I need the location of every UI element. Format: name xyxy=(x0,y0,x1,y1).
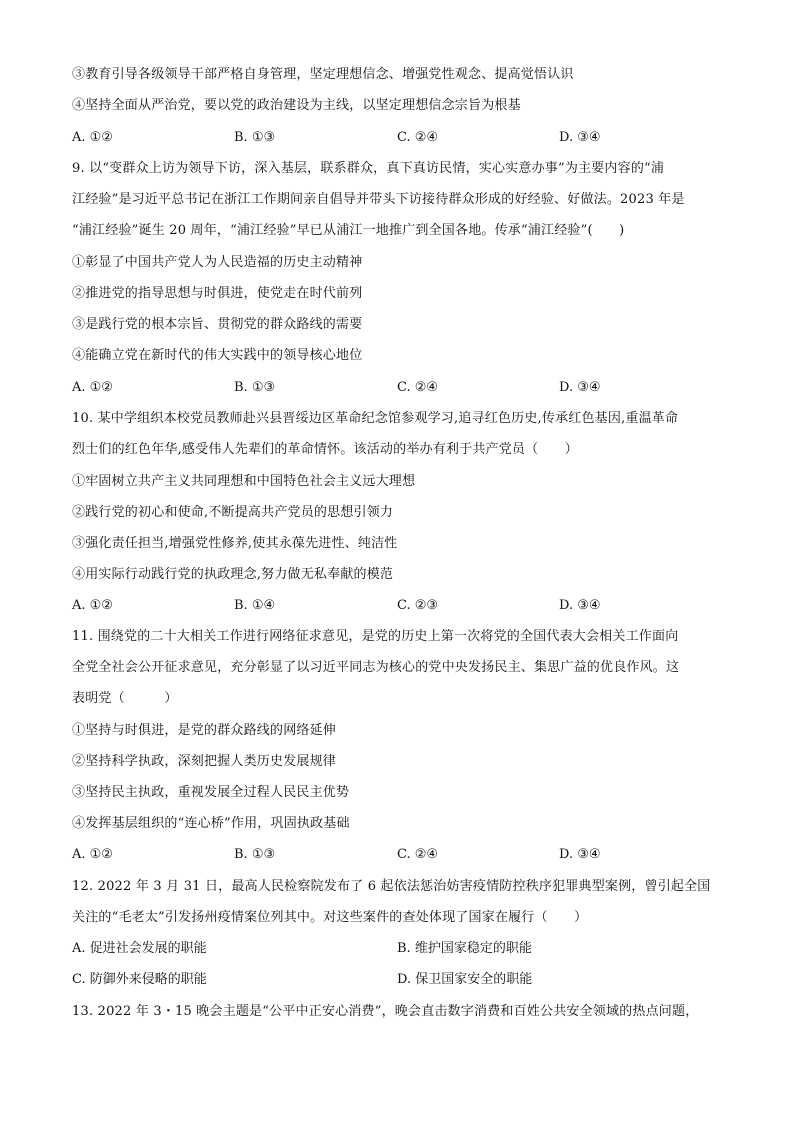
q12-option-c[interactable]: C. 防御外来侵略的职能 xyxy=(72,972,207,987)
q11-option-b[interactable]: B. ①③ xyxy=(234,847,276,862)
q12-option-a[interactable]: A. 促进社会发展的职能 xyxy=(72,941,207,956)
q12-options-row-2 xyxy=(72,971,728,989)
q8-option-b[interactable]: B. ①③ xyxy=(234,130,276,145)
q8-option-c[interactable]: C. ②④ xyxy=(397,130,439,145)
q8-statement-3: ③教育引导各级领导干部严格自身管理，坚定理想信念、增强党性观念、提高觉悟认识 xyxy=(72,67,574,82)
q11-statement-2: ②坚持科学执政，深刻把握人类历史发展规律 xyxy=(72,754,337,769)
q11-stem-line-2: 全党全社会公开征求意见，充分彰显了以习近平同志为核心的党中央发扬民主、集思广益的优良作风。这 xyxy=(72,660,680,675)
q9-statement-2: ②推进党的指导思想与时俱进，使党走在时代前列 xyxy=(72,286,363,301)
q13-stem-line-1: 13. 2022 年 3・15 晚会主题是“公平中正安心消费”，晚会直击数字消费和百姓公共安全领域的热点问题， xyxy=(72,1004,699,1019)
q11-statement-4: ④发挥基层组织的“连心桥”作用，巩固执政基础 xyxy=(72,816,350,831)
q9-option-b[interactable]: B. ①③ xyxy=(234,380,276,395)
q11-stem-line-3: 表明党（ ） xyxy=(72,691,178,706)
q10-option-b[interactable]: B. ①④ xyxy=(234,598,276,613)
q12-stem-line-1: 12. 2022 年 3 月 31 日，最高人民检察院发布了 6 起依法惩治妨害疫情防控秩序犯罪典型案例，曾引起全国 xyxy=(72,879,711,894)
q12-options-row-1 xyxy=(72,940,728,958)
q9-stem-line-2: 江经验”是习近平总书记在浙江工作期间亲自倡导并带头下访接待群众形成的好经验、好做法。2023 年是 xyxy=(72,192,685,207)
q10-option-d[interactable]: D. ③④ xyxy=(559,598,601,613)
q10-statement-3: ③强化责任担当,增强党性修养,使其永葆先进性、纯洁性 xyxy=(72,536,398,551)
q8-option-a[interactable]: A. ①② xyxy=(72,130,113,145)
q9-options xyxy=(72,379,728,397)
q8-statement-4: ④坚持全面从严治党，要以党的政治建设为主线，以坚定理想信念宗旨为根基 xyxy=(72,98,521,113)
q10-stem-line-1: 10. 某中学组织本校党员教师赴兴县晋绥边区革命纪念馆参观学习,追寻红色历史,传承红色基因,重温革命 xyxy=(72,411,679,426)
q9-option-c[interactable]: C. ②④ xyxy=(397,380,439,395)
q9-statement-1: ①彰显了中国共产党人为人民造福的历史主动精神 xyxy=(72,255,363,270)
q11-option-c[interactable]: C. ②④ xyxy=(397,847,439,862)
q12-option-b[interactable]: B. 维护国家稳定的职能 xyxy=(397,941,532,956)
q10-statement-2: ②践行党的初心和使命,不断提高共产党员的思想引领力 xyxy=(72,505,394,520)
q10-statement-1: ①牢固树立共产主义共同理想和中国特色社会主义远大理想 xyxy=(72,474,416,489)
q10-option-a[interactable]: A. ①② xyxy=(72,598,113,613)
q12-stem-line-2: 关注的“毛老太”引发扬州疫情案位列其中。对这些案件的查处体现了国家在履行（ ） xyxy=(72,910,588,925)
q8-option-d[interactable]: D. ③④ xyxy=(559,130,601,145)
q10-option-c[interactable]: C. ②③ xyxy=(397,598,439,613)
q9-option-a[interactable]: A. ①② xyxy=(72,380,113,395)
q8-options xyxy=(72,129,728,147)
q10-options xyxy=(72,597,728,615)
q9-stem-line-3: “浦江经验”诞生 20 周年，“浦江经验”早已从浦江一地推广到全国各地。传承“浦江经验”( ) xyxy=(72,223,625,238)
q11-statement-1: ①坚持与时俱进，是党的群众路线的网络延伸 xyxy=(72,723,337,738)
q9-stem-line-1: 9. 以“变群众上访为领导下访，深入基层，联系群众，真下真访民情，实心实意办事”为主要内容的“浦 xyxy=(72,161,665,176)
q10-stem-line-2: 烈士们的红色年华,感受伟人先辈们的革命情怀。该活动的举办有利于共产党员（ ） xyxy=(72,442,578,457)
q9-option-d[interactable]: D. ③④ xyxy=(559,380,601,395)
q9-statement-4: ④能确立党在新时代的伟大实践中的领导核心地位 xyxy=(72,348,363,363)
q11-stem-line-1: 11. 围绕党的二十大相关工作进行网络征求意见，是党的历史上第一次将党的全国代表大会相关工作面向 xyxy=(72,629,679,644)
q11-option-a[interactable]: A. ①② xyxy=(72,847,113,862)
q11-options xyxy=(72,846,728,864)
q11-option-d[interactable]: D. ③④ xyxy=(559,847,601,862)
q11-statement-3: ③坚持民主执政，重视发展全过程人民民主优势 xyxy=(72,785,350,800)
q12-option-d[interactable]: D. 保卫国家安全的职能 xyxy=(397,972,533,987)
q10-statement-4: ④用实际行动践行党的执政理念,努力做无私奉献的模范 xyxy=(72,567,394,582)
q9-statement-3: ③是践行党的根本宗旨、贯彻党的群众路线的需要 xyxy=(72,317,363,332)
